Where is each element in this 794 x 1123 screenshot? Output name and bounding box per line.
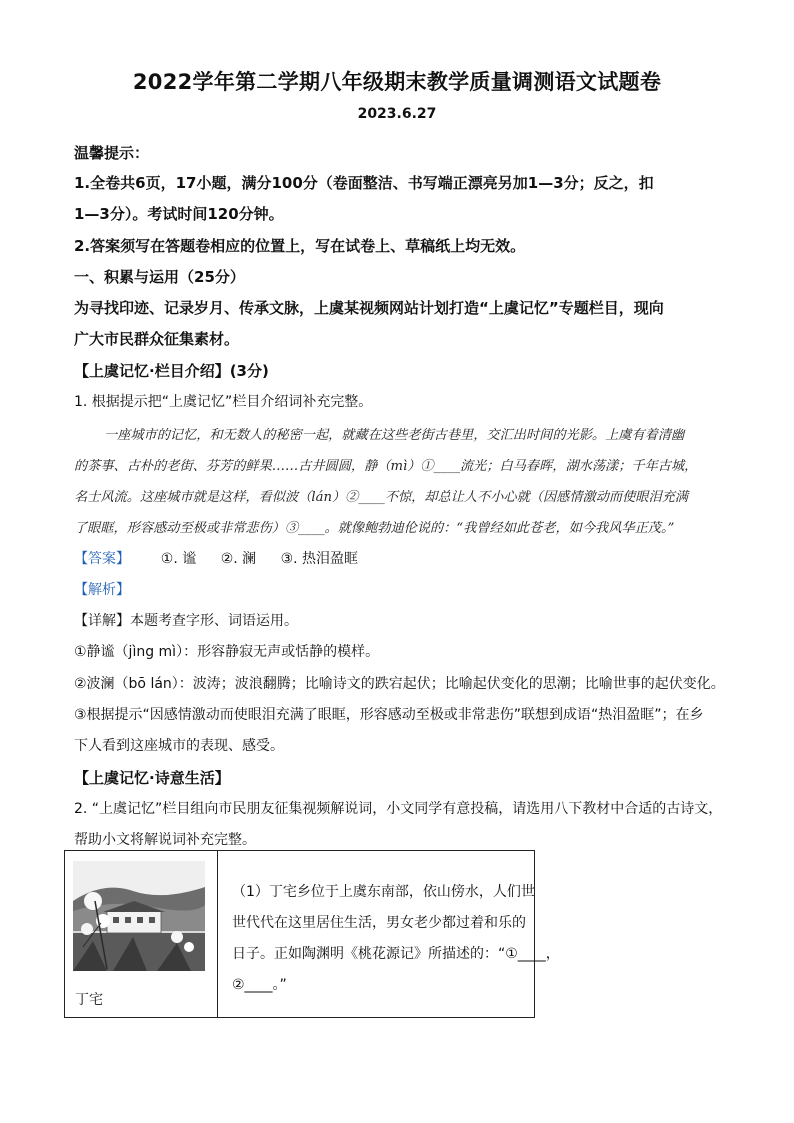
- passage-line: 的茶事、古朴的老街、芬芳的鲜果……古井圆圆，静（mì）①____流光；白马春晖，湖水荡漾；千年古城，: [74, 459, 698, 474]
- answer-item: ①. 谧: [160, 551, 197, 567]
- village-photo: [73, 861, 205, 971]
- intro-line-b: 广大市民群众征集素材。: [74, 330, 240, 348]
- detail-line: ③根据提示“因感情激动而使眼泪充满了眼眶，形容感动至极或非常悲伤”联想到成语“热泪盈眶”；在乡: [74, 707, 704, 723]
- detail-line: 下人看到这座城市的表现、感受。: [74, 738, 284, 754]
- notice-line-2: 2.答案须写在答题卷相应的位置上，写在试卷上、草稿纸上均无效。: [74, 237, 526, 255]
- cell-text-line: 世代代在这里居住生活，男女老少都过着和乐的: [232, 915, 526, 931]
- notice-line-1b: 1—3分）。考试时间120分钟。: [74, 205, 284, 223]
- notice-line-1a: 1.全卷共6页，17小题，满分100分（卷面整洁、书写端正漂亮另加1—3分；反之，扣: [74, 174, 654, 192]
- answer-item: ③. 热泪盈眶: [280, 551, 359, 567]
- passage-line: 名士风流。这座城市就是这样，看似波（lán）②____不惊，却总让人不小心就（因感情激动而使眼泪充满: [74, 490, 689, 505]
- notice-label: 温馨提示：: [74, 144, 150, 162]
- cell-text-line: 日子。正如陶渊明《桃花源记》所描述的：“①____，: [232, 946, 560, 962]
- detail-line: ①静谧（jìng mì）：形容静寂无声或恬静的模样。: [74, 644, 380, 660]
- analysis-label: 【解析】: [74, 582, 130, 598]
- answer-item: ②. 澜: [220, 551, 257, 567]
- answer-list: [161, 551, 378, 567]
- image-caption: 丁宅: [75, 992, 103, 1008]
- q1-stem: 1. 根据提示把“上虞记忆”栏目介绍词补充完整。: [74, 394, 373, 410]
- passage-line: 了眼眶，形容感动至极或非常悲伤）③____。就像鲍勃迪伦说的：“我曾经如此苍老，如今我风华正茂。”: [74, 521, 675, 536]
- exam-date: 2023.6.27: [357, 106, 437, 122]
- answer-row: [74, 548, 734, 568]
- section-heading: 一、积累与运用（25分）: [74, 268, 245, 286]
- q2-table: [64, 850, 560, 1018]
- subsection-heading-1: 【上虞记忆·栏目介绍】(3分): [74, 362, 269, 380]
- exam-title: 2022学年第二学期八年级期末教学质量调测语文试题卷: [132, 70, 662, 94]
- cell-text-line: （1）丁宅乡位于上虞东南部，依山傍水，人们世: [232, 884, 535, 900]
- cell-text-line: ②____。”: [232, 977, 287, 993]
- q2-stem-a: 2. “上虞记忆”栏目组向市民朋友征集视频解说词，小文同学有意投稿，请选用八下教材中合适的古诗文，: [74, 801, 723, 817]
- passage-line: 一座城市的记忆，和无数人的秘密一起，就藏在这些老街古巷里，交汇出时间的光影。上虞有着清幽: [104, 428, 685, 443]
- answer-label: 【答案】: [74, 551, 130, 567]
- q2-stem-b: 帮助小文将解说词补充完整。: [74, 832, 256, 848]
- intro-line-a: 为寻找印迹、记录岁月、传承文脉，上虞某视频网站计划打造“上虞记忆”专题栏目，现向: [74, 299, 664, 317]
- text-cell: [218, 851, 560, 1018]
- detail-line: ②波澜（bō lán）：波涛；波浪翻腾；比喻诗文的跌宕起伏；比喻起伏变化的思潮；比喻世事的起伏变化。: [74, 676, 725, 692]
- image-cell: [65, 851, 218, 1018]
- detail-label: 【详解】本题考查字形、词语运用。: [74, 613, 298, 629]
- subsection-heading-2: 【上虞记忆·诗意生活】: [74, 769, 230, 787]
